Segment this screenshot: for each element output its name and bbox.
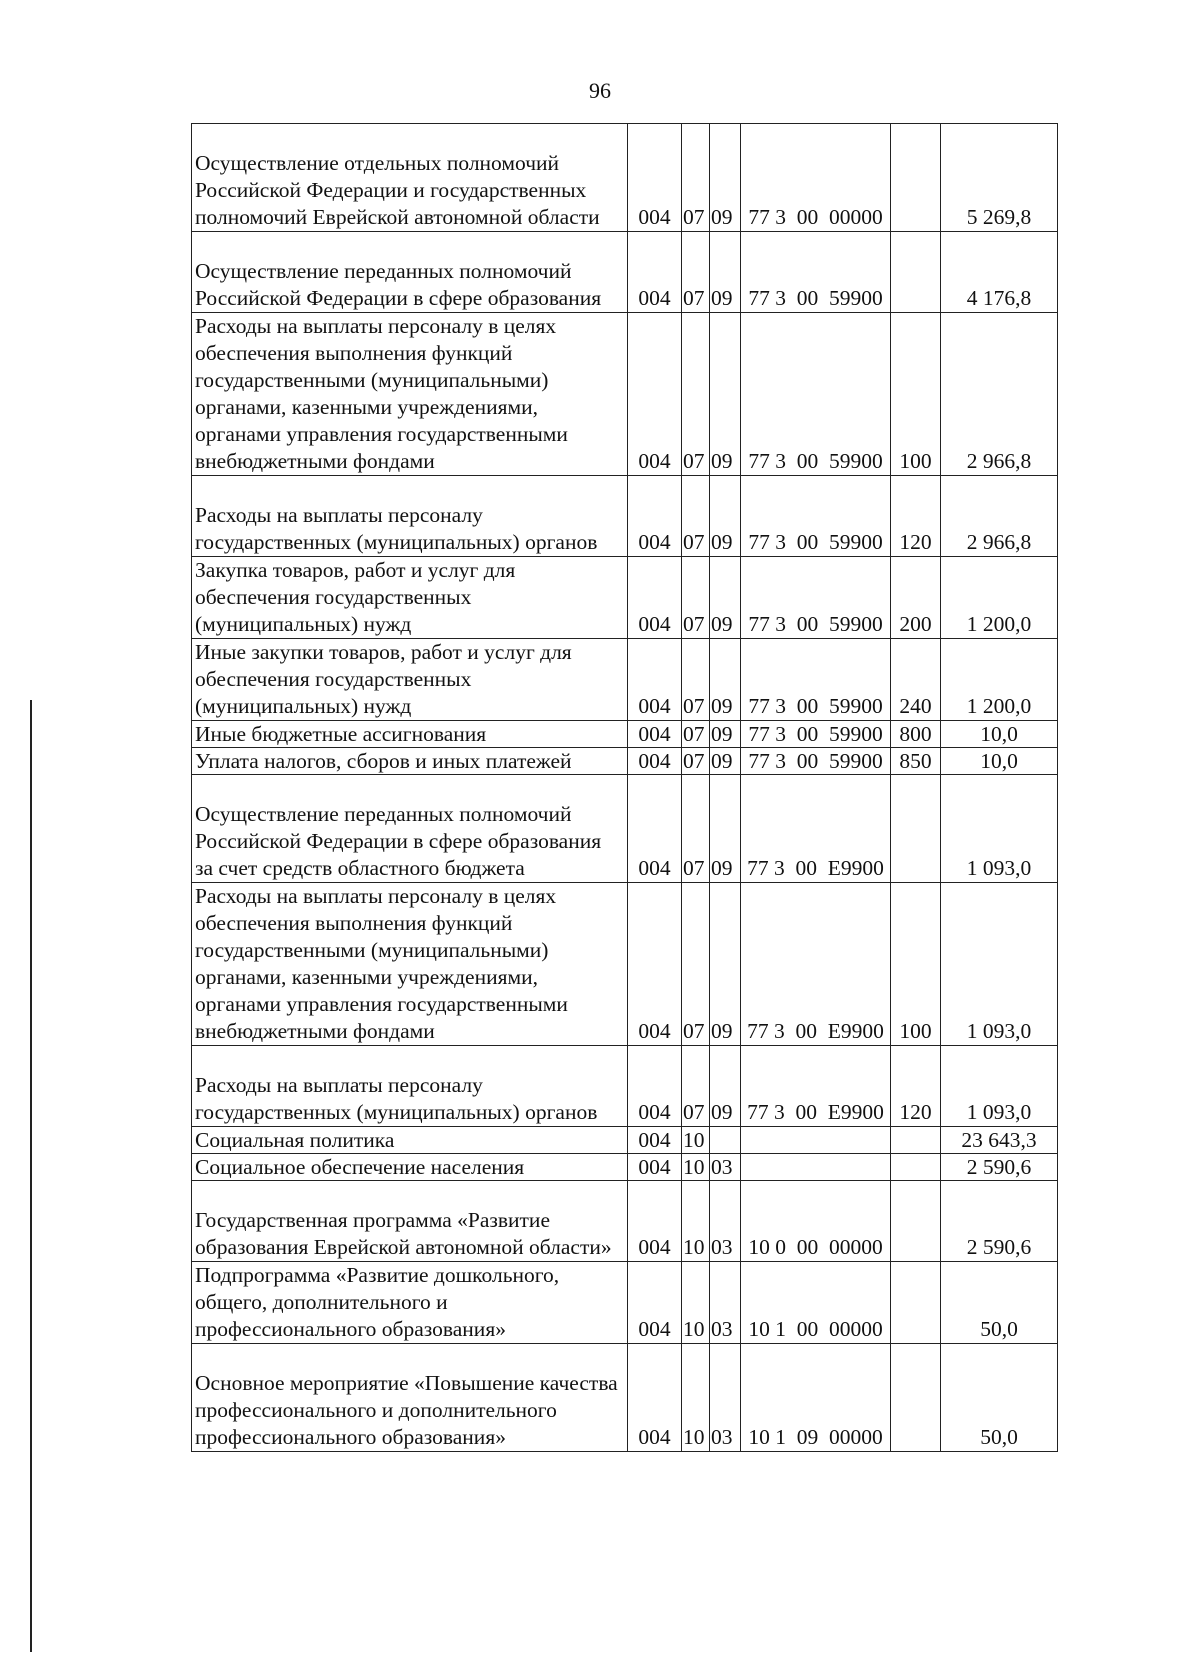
target-code: 77 3 00 Е9900 <box>741 1046 891 1127</box>
subsection-code: 09 <box>710 313 741 476</box>
target-code: 77 3 00 59900 <box>741 721 891 748</box>
subsection-code: 03 <box>710 1154 741 1181</box>
ministry-code: 004 <box>628 1127 682 1154</box>
expense-type-code: 200 <box>891 557 941 639</box>
section-code: 07 <box>682 639 710 721</box>
table-row <box>192 476 1058 557</box>
section-code: 07 <box>682 721 710 748</box>
table-row <box>192 639 1058 721</box>
ministry-code: 004 <box>628 639 682 721</box>
ministry-code: 004 <box>628 232 682 313</box>
subsection-code: 09 <box>710 883 741 1046</box>
amount: 1 200,0 <box>941 557 1058 639</box>
expense-type-code: 120 <box>891 1046 941 1127</box>
amount: 23 643,3 <box>941 1127 1058 1154</box>
amount: 1 093,0 <box>941 1046 1058 1127</box>
ministry-code: 004 <box>628 313 682 476</box>
amount: 2 966,8 <box>941 476 1058 557</box>
amount: 2 590,6 <box>941 1154 1058 1181</box>
amount: 1 093,0 <box>941 883 1058 1046</box>
section-code: 07 <box>682 124 710 232</box>
table-row <box>192 232 1058 313</box>
subsection-code: 09 <box>710 721 741 748</box>
row-name: Осуществление отдельных полномочий Российской Федерации и государственных полномочий Еврейской автономной области <box>192 124 628 232</box>
target-code: 77 3 00 Е9900 <box>741 775 891 883</box>
table-row <box>192 1154 1058 1181</box>
row-name: Уплата налогов, сборов и иных платежей <box>192 748 628 775</box>
ministry-code: 004 <box>628 721 682 748</box>
section-code: 07 <box>682 883 710 1046</box>
expense-type-code <box>891 1127 941 1154</box>
expense-type-code: 850 <box>891 748 941 775</box>
expense-type-code: 100 <box>891 313 941 476</box>
target-code: 77 3 00 59900 <box>741 748 891 775</box>
subsection-code: 09 <box>710 748 741 775</box>
row-name: Иные закупки товаров, работ и услуг для обеспечения государственных (муниципальных) нужд <box>192 639 628 721</box>
table-row <box>192 1046 1058 1127</box>
table-row <box>192 883 1058 1046</box>
table-row <box>192 1344 1058 1452</box>
section-code: 07 <box>682 232 710 313</box>
row-name: Расходы на выплаты персоналу государственных (муниципальных) органов <box>192 476 628 557</box>
section-code: 07 <box>682 557 710 639</box>
subsection-code: 09 <box>710 232 741 313</box>
expense-type-code <box>891 1181 941 1262</box>
row-name: Социальная политика <box>192 1127 628 1154</box>
subsection-code: 03 <box>710 1262 741 1344</box>
subsection-code: 03 <box>710 1181 741 1262</box>
amount: 2 590,6 <box>941 1181 1058 1262</box>
ministry-code: 004 <box>628 775 682 883</box>
target-code: 77 3 00 59900 <box>741 232 891 313</box>
expense-type-code <box>891 1154 941 1181</box>
amount: 10,0 <box>941 748 1058 775</box>
amount: 1 200,0 <box>941 639 1058 721</box>
amount: 10,0 <box>941 721 1058 748</box>
ministry-code: 004 <box>628 1154 682 1181</box>
budget-table <box>191 123 1058 1452</box>
table-row <box>192 313 1058 476</box>
subsection-code: 09 <box>710 557 741 639</box>
ministry-code: 004 <box>628 1262 682 1344</box>
row-name: Основное мероприятие «Повышение качества профессионального и дополнительного профессионального образования» <box>192 1344 628 1452</box>
table-row <box>192 1181 1058 1262</box>
row-name: Государственная программа «Развитие образования Еврейской автономной области» <box>192 1181 628 1262</box>
table-row <box>192 124 1058 232</box>
subsection-code <box>710 1127 741 1154</box>
target-code <box>741 1154 891 1181</box>
section-code: 10 <box>682 1344 710 1452</box>
section-code: 07 <box>682 476 710 557</box>
table-row <box>192 1127 1058 1154</box>
target-code: 77 3 00 59900 <box>741 639 891 721</box>
subsection-code: 09 <box>710 775 741 883</box>
subsection-code: 09 <box>710 476 741 557</box>
row-name: Расходы на выплаты персоналу государственных (муниципальных) органов <box>192 1046 628 1127</box>
subsection-code: 09 <box>710 1046 741 1127</box>
amount: 1 093,0 <box>941 775 1058 883</box>
ministry-code: 004 <box>628 124 682 232</box>
target-code: 77 3 00 59900 <box>741 476 891 557</box>
table-row <box>192 557 1058 639</box>
expense-type-code: 100 <box>891 883 941 1046</box>
table-row <box>192 775 1058 883</box>
target-code: 10 1 00 00000 <box>741 1262 891 1344</box>
ministry-code: 004 <box>628 557 682 639</box>
expense-type-code: 120 <box>891 476 941 557</box>
subsection-code: 03 <box>710 1344 741 1452</box>
target-code: 10 1 09 00000 <box>741 1344 891 1452</box>
section-code: 07 <box>682 748 710 775</box>
expense-type-code <box>891 1344 941 1452</box>
row-name: Расходы на выплаты персоналу в целях обеспечения выполнения функций государственными (муниципальными) органами, казенными учреждениями, органами управления государственными внебюджетными фондами <box>192 313 628 476</box>
row-name: Подпрограмма «Развитие дошкольного, общего, дополнительного и профессионального образования» <box>192 1262 628 1344</box>
amount: 50,0 <box>941 1344 1058 1452</box>
target-code: 77 3 00 59900 <box>741 557 891 639</box>
section-code: 07 <box>682 1046 710 1127</box>
section-code: 07 <box>682 775 710 883</box>
subsection-code: 09 <box>710 639 741 721</box>
amount: 5 269,8 <box>941 124 1058 232</box>
amount: 50,0 <box>941 1262 1058 1344</box>
ministry-code: 004 <box>628 748 682 775</box>
row-name: Иные бюджетные ассигнования <box>192 721 628 748</box>
target-code: 77 3 00 Е9900 <box>741 883 891 1046</box>
expense-type-code <box>891 775 941 883</box>
budget-table-body <box>192 124 1058 1452</box>
page-number: 96 <box>589 78 611 103</box>
ministry-code: 004 <box>628 1046 682 1127</box>
scan-margin-line <box>30 700 32 1652</box>
table-row <box>192 748 1058 775</box>
section-code: 10 <box>682 1262 710 1344</box>
row-name: Социальное обеспечение населения <box>192 1154 628 1181</box>
target-code: 77 3 00 59900 <box>741 313 891 476</box>
subsection-code: 09 <box>710 124 741 232</box>
section-code: 10 <box>682 1127 710 1154</box>
amount: 4 176,8 <box>941 232 1058 313</box>
target-code: 10 0 00 00000 <box>741 1181 891 1262</box>
expense-type-code <box>891 232 941 313</box>
ministry-code: 004 <box>628 1181 682 1262</box>
row-name: Осуществление переданных полномочий Российской Федерации в сфере образования <box>192 232 628 313</box>
ministry-code: 004 <box>628 476 682 557</box>
target-code: 77 3 00 00000 <box>741 124 891 232</box>
section-code: 10 <box>682 1154 710 1181</box>
row-name: Осуществление переданных полномочий Российской Федерации в сфере образования за счет средств областного бюджета <box>192 775 628 883</box>
section-code: 07 <box>682 313 710 476</box>
target-code <box>741 1127 891 1154</box>
expense-type-code: 800 <box>891 721 941 748</box>
row-name: Расходы на выплаты персоналу в целях обеспечения выполнения функций государственными (муниципальными) органами, казенными учреждениями, органами управления государственными внебюджетными фондами <box>192 883 628 1046</box>
table-row <box>192 721 1058 748</box>
ministry-code: 004 <box>628 1344 682 1452</box>
section-code: 10 <box>682 1181 710 1262</box>
row-name: Закупка товаров, работ и услуг для обеспечения государственных (муниципальных) нужд <box>192 557 628 639</box>
expense-type-code: 240 <box>891 639 941 721</box>
table-row <box>192 1262 1058 1344</box>
ministry-code: 004 <box>628 883 682 1046</box>
amount: 2 966,8 <box>941 313 1058 476</box>
expense-type-code <box>891 1262 941 1344</box>
expense-type-code <box>891 124 941 232</box>
